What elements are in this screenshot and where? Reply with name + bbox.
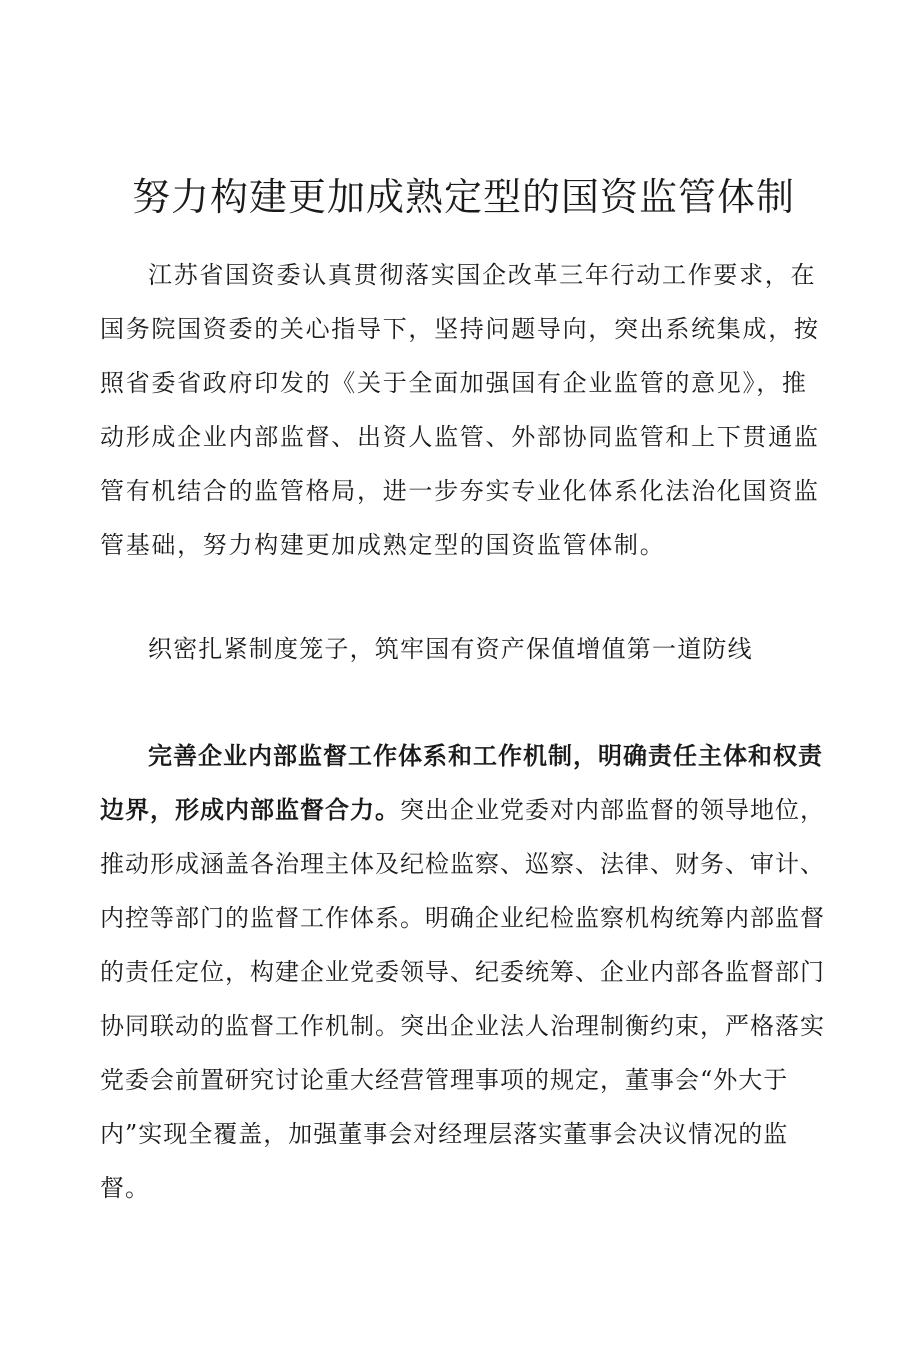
paragraph-lead-sentence: 完善企业内部监督工作体系和工作机制，明确责任主体和权责边界，形成内部监督合力。 <box>100 741 823 824</box>
document-title: 努力构建更加成熟定型的国资监管体制 <box>132 175 796 220</box>
body-paragraph <box>100 729 830 1215</box>
intro-paragraph: 江苏省国资委认真贯彻落实国企改革三年行动工作要求，在国务院国资委的关心指导下，坚持问题导向，突出系统集成，按照省委省政府印发的《关于全面加强国有企业监管的意见》，推动形成企业内部监督、出资人监管、外部协同监管和上下贯通监管有机结合的监管格局，进一步夯实专业化体系化法治化国资监管基础，努力构建更加成熟定型的国资监管体制。 <box>100 261 820 559</box>
section-heading: 织密扎紧制度笼子，筑牢国有资产保值增值第一道防线 <box>148 635 753 663</box>
paragraph-body-text: 突出企业党委对内部监督的领导地位，推动形成涵盖各治理主体及纪检监察、巡察、法律、财务、审计、内控等部门的监督工作体系。明确企业纪检监察机构统筹内部监督的责任定位，构建企业党委领导、纪委统筹、企业内部各监督部门协同联动的监督工作机制。突出企业法人治理制衡约束，严格落实党委会前置研究讨论重大经营管理事项的规定，董事会“外大于内”实现全覆盖，加强董事会对经理层落实董事会决议情况的监督。 <box>100 796 825 1202</box>
